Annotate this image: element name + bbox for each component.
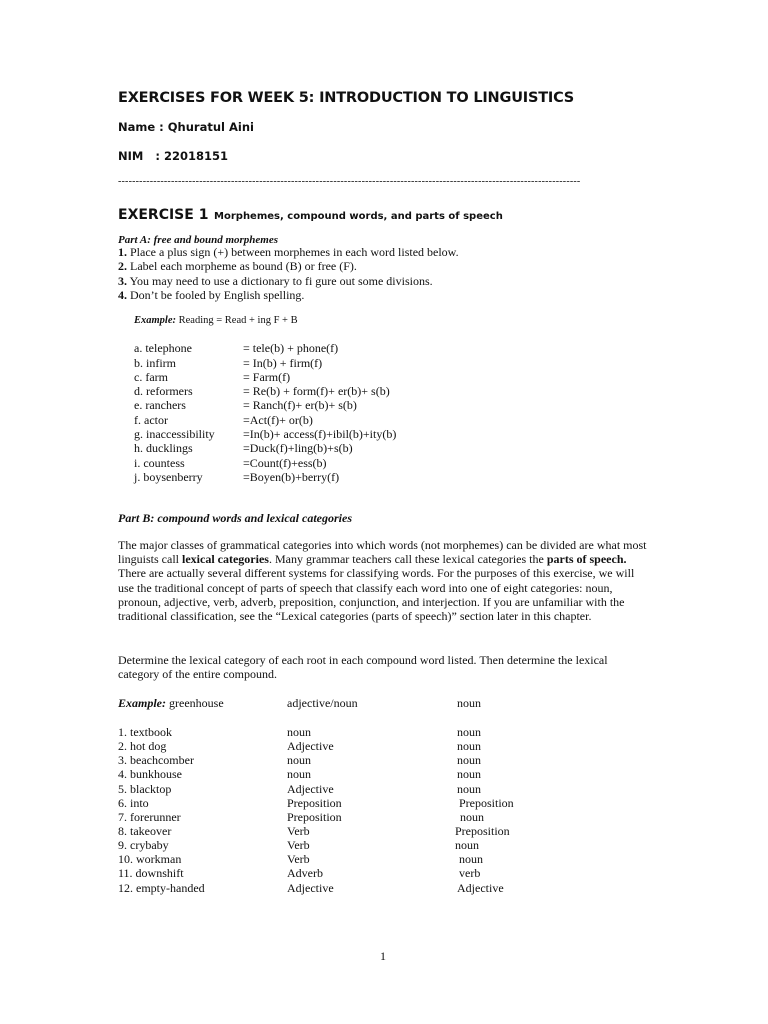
example-label: Example:	[134, 315, 176, 326]
part-a-title: Part A: free and bound morphemes	[118, 234, 279, 246]
part-b-paragraph-1: The major classes of grammatical categories into which words (not morphemes) can be divided are what most linguists call lexical categories. Many grammar teachers call these lexical categories the parts of speech. There are actually several different systems for classifying words. For the purposes of this exercise, we will use the traditional concept of parts of speech that classify each word into one of eight categories: noun, pronoun, adjective, verb, adverb, preposition, conjunction, and interjection. If you are unfamiliar with the traditional classification, see the “Lexical categories (parts of speech)” section later in this chapter.	[118, 538, 647, 624]
instruction-2: 2. Label each morpheme as bound (B) or free (F).	[118, 259, 357, 273]
instruction-1: 1. Place a plus sign (+) between morphemes in each word listed below.	[118, 245, 459, 259]
example-label: Example:	[118, 696, 166, 710]
exercise-1-subtitle: Morphemes, compound words, and parts of speech	[214, 211, 503, 222]
page-number: 1	[380, 949, 386, 963]
instruction-3: 3. You may need to use a dictionary to fi gure out some divisions.	[118, 274, 433, 288]
document-title: EXERCISES FOR WEEK 5: INTRODUCTION TO LINGUISTICS	[118, 90, 575, 106]
part-a-example	[134, 315, 298, 326]
exercise-1-heading	[118, 204, 503, 223]
part-b-title: Part B: compound words and lexical categories	[118, 511, 352, 525]
instruction-4: 4. Don’t be fooled by English spelling.	[118, 288, 305, 302]
exercise-1-label: EXERCISE 1	[118, 207, 209, 223]
example-text: Reading = Read + ing F + B	[176, 315, 298, 326]
student-nim: NIM : 22018151	[118, 149, 228, 163]
part-b-paragraph-2: Determine the lexical category of each root in each compound word listed. Then determine the lexical category of the entire compound.	[118, 653, 608, 682]
divider-line: -----------------------------------------------------------------------------------------------------------------------------------	[118, 176, 581, 187]
student-name: Name : Qhuratul Aini	[118, 120, 254, 134]
